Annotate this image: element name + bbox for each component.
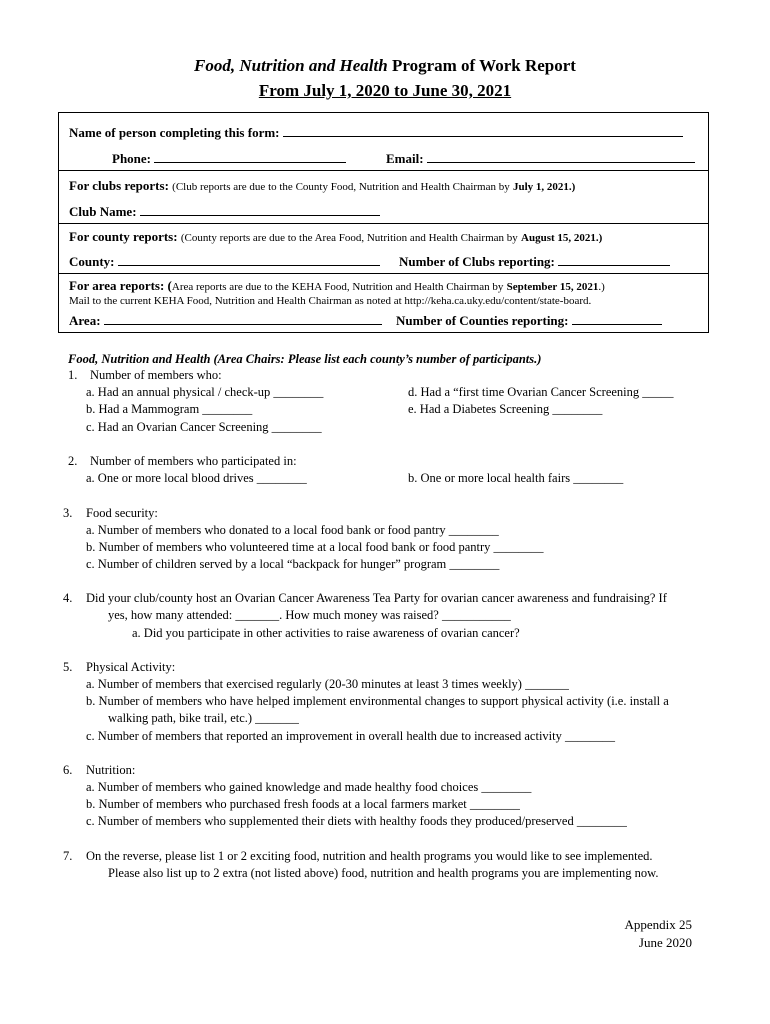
area-label: Area:	[69, 313, 101, 328]
clubs-reports-label: For clubs reports:	[69, 178, 169, 193]
q2-b: b. One or more local health fairs ________	[408, 471, 624, 485]
q1-a: a. Had an annual physical / check-up ________	[86, 385, 324, 399]
county-reports-note: (County reports are due to the Area Food, Nutrition and Health Chairman by	[180, 232, 518, 244]
phone-field[interactable]	[154, 150, 346, 163]
email-label: Email:	[386, 151, 424, 166]
title-italic: Food, Nutrition and Health	[194, 56, 388, 75]
area-reports-label: For area reports: (	[69, 278, 172, 293]
num-clubs-label: Number of Clubs reporting:	[399, 254, 555, 269]
q5-b-line2: walking path, bike trail, etc.) _______	[108, 711, 299, 725]
instructions-heading: Food, Nutrition and Health (Area Chairs: Please list each county’s number of participants.)	[68, 352, 542, 366]
phone-row	[112, 150, 346, 167]
revision-date: June 2020	[638, 935, 692, 950]
email-row	[386, 150, 695, 167]
club-name-row	[69, 203, 380, 220]
mail-note: Mail to the current KEHA Food, Nutrition and Health Chairman as noted at http://keha.ca.uky.edu/content/state-board.	[69, 295, 592, 307]
q1-number: 1.	[68, 368, 78, 382]
q1-d: d. Had a “first time Ovarian Cancer Screening _____	[408, 385, 674, 399]
county-field[interactable]	[118, 253, 380, 266]
q4-number: 4.	[63, 591, 73, 605]
report-title	[0, 56, 770, 76]
q7-number: 7.	[63, 849, 73, 863]
county-reports-row	[69, 229, 602, 245]
q4-line2: yes, how many attended: _______. How much money was raised? ___________	[108, 608, 511, 622]
area-reports-close: .)	[598, 281, 605, 293]
appendix-label: Appendix 25	[624, 917, 692, 932]
area-reports-date: September 15, 2021	[506, 281, 599, 293]
clubs-reports-date: July 1, 2021.)	[513, 181, 576, 193]
area-reports-row	[69, 278, 605, 294]
q5-b-line1: b. Number of members who have helped implement environmental changes to support physical activity (i.e. install a	[86, 694, 669, 708]
area-field[interactable]	[104, 312, 382, 325]
num-counties-field[interactable]	[572, 312, 662, 325]
divider	[59, 170, 708, 171]
num-clubs-field[interactable]	[558, 253, 670, 266]
county-label: County:	[69, 254, 115, 269]
area-row	[69, 312, 382, 329]
q7-line2: Please also list up to 2 extra (not listed above) food, nutrition and health programs you are implementing now.	[108, 866, 659, 880]
q6-number: 6.	[63, 763, 73, 777]
q6-text: Nutrition:	[86, 763, 136, 777]
q4-a: a. Did you participate in other activities to raise awareness of ovarian cancer?	[132, 626, 520, 640]
num-counties-label: Number of Counties reporting:	[396, 313, 569, 328]
club-name-field[interactable]	[140, 203, 380, 216]
q6-b: b. Number of members who purchased fresh foods at a local farmers market ________	[86, 797, 520, 811]
q4-line1: Did your club/county host an Ovarian Cancer Awareness Tea Party for ovarian cancer awareness and fundraising? If	[86, 591, 667, 605]
title-rest: Program of Work Report	[387, 56, 576, 75]
q3-a: a. Number of members who donated to a local food bank or food pantry ________	[86, 523, 499, 537]
num-clubs-row	[399, 253, 670, 270]
q5-number: 5.	[63, 660, 73, 674]
q2-number: 2.	[68, 454, 78, 468]
q1-c: c. Had an Ovarian Cancer Screening ________	[86, 420, 322, 434]
clubs-reports-row	[69, 178, 575, 194]
q2-a: a. One or more local blood drives ________	[86, 471, 307, 485]
q5-c: c. Number of members that reported an improvement in overall health due to increased activity ________	[86, 729, 615, 743]
q1-text: Number of members who:	[90, 368, 222, 382]
q3-number: 3.	[63, 506, 73, 520]
area-reports-note: Area reports are due to the KEHA Food, Nutrition and Health Chairman by	[171, 281, 504, 293]
q6-c: c. Number of members who supplemented their diets with healthy foods they produced/preserved ________	[86, 814, 627, 828]
q3-b: b. Number of members who volunteered time at a local food bank or food pantry ________	[86, 540, 544, 554]
county-reports-date: August 15, 2021.)	[521, 232, 603, 244]
q3-c: c. Number of children served by a local “backpack for hunger” program ________	[86, 557, 500, 571]
email-field[interactable]	[427, 150, 695, 163]
num-counties-row	[396, 312, 662, 329]
q1-e: e. Had a Diabetes Screening ________	[408, 402, 603, 416]
phone-label: Phone:	[112, 151, 151, 166]
county-reports-label: For county reports:	[69, 229, 178, 244]
divider	[59, 223, 708, 224]
club-name-label: Club Name:	[69, 204, 137, 219]
report-period: From July 1, 2020 to June 30, 2021	[258, 81, 512, 100]
q7-line1: On the reverse, please list 1 or 2 exciting food, nutrition and health programs you would like to see implemented.	[86, 849, 653, 863]
county-row	[69, 253, 380, 270]
clubs-reports-note: (Club reports are due to the County Food, Nutrition and Health Chairman by	[172, 181, 510, 193]
reporter-info-box	[58, 112, 709, 333]
q3-text: Food security:	[86, 506, 158, 520]
name-field[interactable]	[283, 124, 683, 137]
q2-text: Number of members who participated in:	[90, 454, 297, 468]
name-row	[69, 124, 683, 141]
q6-a: a. Number of members who gained knowledge and made healthy food choices ________	[86, 780, 532, 794]
divider	[59, 273, 708, 274]
q5-a: a. Number of members that exercised regularly (20-30 minutes at least 3 times weekly) _______	[86, 677, 569, 691]
name-label: Name of person completing this form:	[69, 125, 280, 140]
q5-text: Physical Activity:	[86, 660, 176, 674]
q1-b: b. Had a Mammogram ________	[86, 402, 253, 416]
